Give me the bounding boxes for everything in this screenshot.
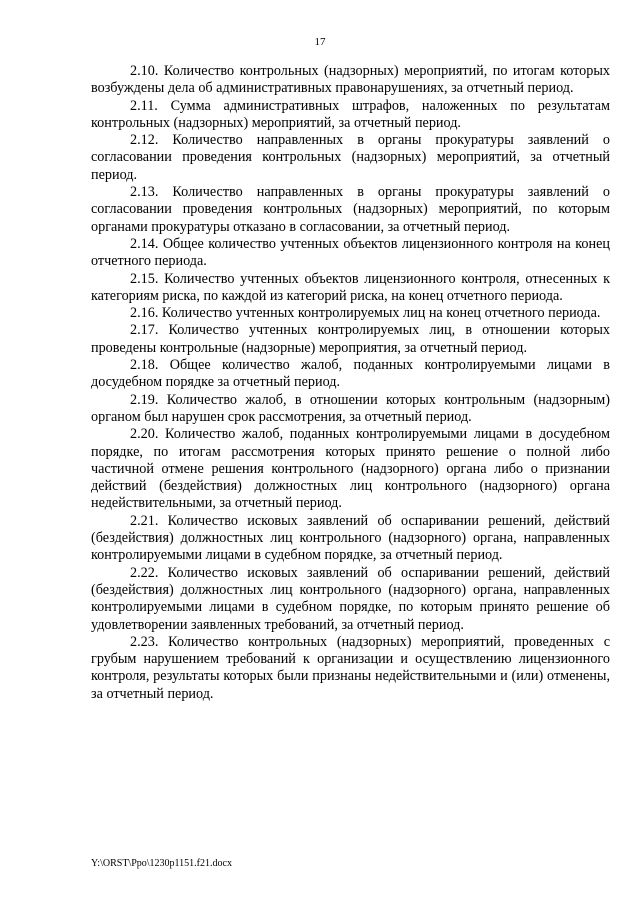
paragraph-2-12: 2.12. Количество направленных в органы прокуратуры заявлений о согласовании проведения контрольных (надзорных) мероприятий, за отчетный период. [91, 132, 610, 183]
paragraph-2-13: 2.13. Количество направленных в органы прокуратуры заявлений о согласовании проведения контрольных (надзорных) мероприятий, по которым органами прокуратуры отказано в согласовании, за отчетный период. [91, 184, 610, 235]
paragraph-2-14: 2.14. Общее количество учтенных объектов лицензионного контроля на конец отчетного периода. [91, 235, 610, 270]
page-number: 17 [314, 36, 326, 48]
paragraph-2-23: 2.23. Количество контрольных (надзорных) мероприятий, проведенных с грубым нарушением требований к организации и осуществлению лицензионного контроля, результаты которых были признаны недействительными и (или) отменены, за отчетный период. [91, 633, 610, 702]
paragraph-2-21: 2.21. Количество исковых заявлений об оспаривании решений, действий (бездействия) должностных лиц контрольного (надзорного) органа, направленных контролируемыми лицами в судебном порядке, за отчетный период. [91, 512, 610, 564]
paragraph-2-20: 2.20. Количество жалоб, поданных контролируемыми лицами в досудебном порядке, по итогам рассмотрения которых принято решение о полной либо частичной отмене решения контрольного (надзорного) органа либо о признании действий (бездействия) должностных лиц контрольного (надзорного) органа недействительными, за отчетный период. [91, 426, 610, 512]
document-body [91, 63, 610, 703]
paragraph-2-11: 2.11. Сумма административных штрафов, наложенных по результатам контрольных (надзорных) мероприятий, за отчетный период. [91, 97, 610, 131]
paragraph-2-15: 2.15. Количество учтенных объектов лицензионного контроля, отнесенных к категориям риска, по каждой из категорий риска, на конец отчетного периода. [91, 270, 610, 304]
paragraph-2-19: 2.19. Количество жалоб, в отношении которых контрольным (надзорным) органом был нарушен срок рассмотрения, за отчетный период. [91, 391, 610, 425]
paragraph-2-10: 2.10. Количество контрольных (надзорных) мероприятий, по итогам которых возбуждены дела об административных правонарушениях, за отчетный период. [91, 63, 610, 97]
footer-file-path: Y:\ORST\Ppo\1230p1151.f21.docx [91, 858, 232, 869]
paragraph-2-22: 2.22. Количество исковых заявлений об оспаривании решений, действий (бездействия) должностных лиц контрольного (надзорного) органа, направленных контролируемыми лицами в судебном порядке, по которым принято решение об удовлетворении заявленных требований, за отчетный период. [91, 564, 610, 633]
paragraph-2-16: 2.16. Количество учтенных контролируемых лиц на конец отчетного периода. [130, 305, 601, 322]
paragraph-2-17: 2.17. Количество учтенных контролируемых лиц, в отношении которых проведены контрольные (надзорные) мероприятия, за отчетный период. [91, 322, 610, 356]
paragraph-2-18: 2.18. Общее количество жалоб, поданных контролируемыми лицами в досудебном порядке за отчетный период. [91, 357, 610, 391]
